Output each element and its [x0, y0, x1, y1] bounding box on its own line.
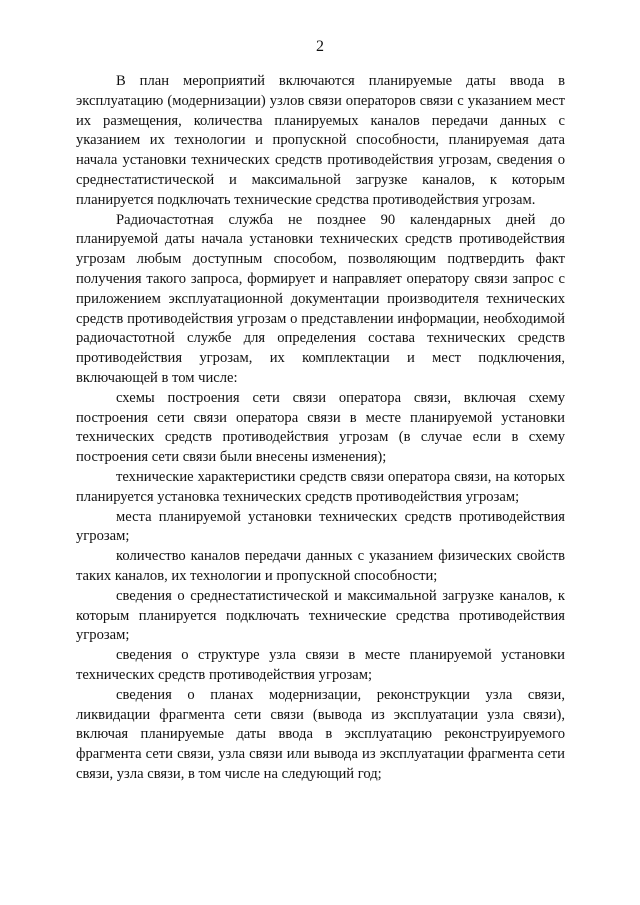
list-item-installation-places: места планируемой установки технических средств противодействия угрозам;	[76, 508, 565, 545]
list-item-channel-load: сведения о среднестатистической и максимальной загрузке каналов, к которым планируется подключать технические средства противодействия угрозам;	[76, 587, 565, 644]
document-body	[76, 72, 565, 785]
list-item-technical-characteristics: технические характеристики средств связи оператора связи, на которых планируется установка технических средств противодействия угрозам;	[76, 468, 565, 505]
list-item-node-structure: сведения о структуре узла связи в месте планируемой установки технических средств противодействия угрозам;	[76, 647, 565, 683]
page-number: 2	[316, 38, 324, 55]
paragraph-radio-service-request: Радиочастотная служба не позднее 90 календарных дней до планируемой даты начала установки технических средств противодействия угрозам любым доступным способом, позволяющим подтвердить факт получения такого запроса, формирует и направляет оператору связи запрос с приложением эксплуатационной документации производителя технических средств противодействия угрозам о представлении информации, необходимой радиочастотной службе для определения состава технических средств противодействия угрозам, их комплектации и мест подключения, включающей в том числе:	[76, 211, 565, 386]
list-item-network-schemes: схемы построения сети связи оператора связи, включая схему построения сети связи оператора связи в месте планируемой установки технических средств противодействия угрозам (в случае если в схему построения сети связи были внесены изменения);	[76, 389, 565, 466]
list-item-channel-count: количество каналов передачи данных с указанием физических свойств таких каналов, их технологии и пропускной способности;	[76, 548, 565, 584]
list-item-modernization-plans: сведения о планах модернизации, реконструкции узла связи, ликвидации фрагмента сети связи (вывода из эксплуатации узла связи), включая планируемые даты ввода в эксплуатацию реконструируемого фрагмента сети связи, узла связи или вывода из эксплуатации фрагмента сети связи, узла связи, в том числе на следующий год;	[76, 686, 565, 782]
paragraph-plan-contents: В план мероприятий включаются планируемые даты ввода в эксплуатацию (модернизации) узлов связи операторов связи с указанием мест их размещения, количества планируемых каналов передачи данных с указанием их технологии и пропускной способности, планируемая дата начала установки технических средств противодействия угрозам, сведения о среднестатистической и максимальной загрузке каналов, к которым планируется подключать технические средства противодействия угрозам.	[76, 73, 565, 208]
